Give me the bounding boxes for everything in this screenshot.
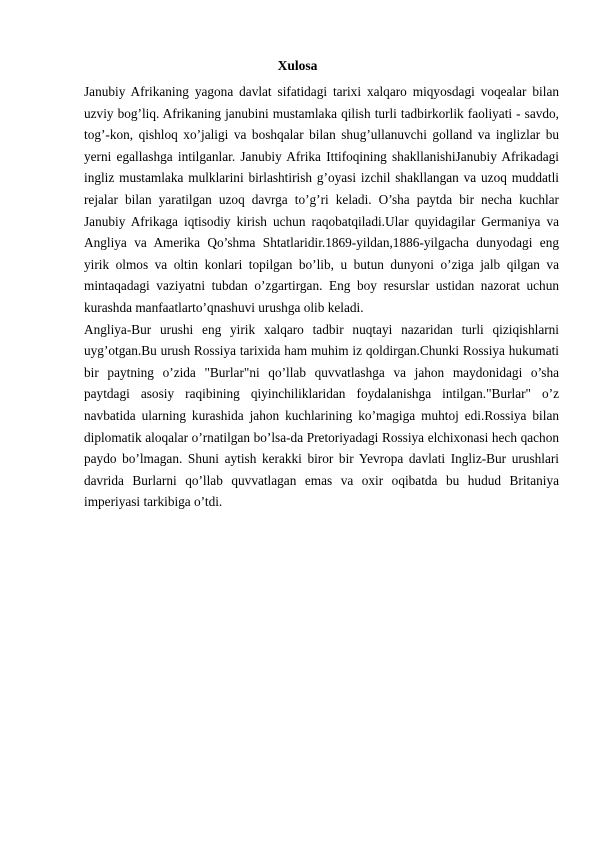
paragraph-1: Janubiy Afrikaning yagona davlat sifatidagi tarixi xalqaro miqyosdagi voqealar bilan uzviy bog’liq. Afrikaning janubini mustamlaka qilish turli tadbirkorlik faoliyati - savdo, tog’-kon, qishloq xo’jaligi va boshqalar bilan shug’ullanuvchi golland va inglizlar bu yerni egallashga intilganlar. Janubiy Afrika Ittifoqining shakllanishiJanubiy Afrikadagi ingliz mustamlaka mulklarini birlashtirish g’oyasi izchil shakllangan va uzoq muddatli rejalar bilan yaratilgan uzoq davrga to’g’ri keladi. O’sha paytda bir necha kuchlar Janubiy Afrikaga iqtisodiy kirish uchun raqobatqiladi.Ular quyidagilar Germaniya va Angliya va Amerika Qo’shma Shtatlaridir.1869-yildan,1886-yilgacha dunyodagi eng yirik olmos va oltin konlari topilgan bo’lib, u butun dunyoni o’ziga jalb qilgan va mintaqadagi vaziyatni tubdan o’zgartirgan. Eng boy resurslar ustidan nazorat uchun kurashda manfaatlarto’qnashuvi urushga olib keladi. — [84, 84, 559, 315]
paragraph-2: Angliya-Bur urushi eng yirik xalqaro tadbir nuqtayi nazaridan turli qiziqishlarni uyg’otgan.Bu urush Rossiya tarixida ham muhim iz qoldirgan.Chunki Rossiya hukumati bir paytning o’zida "Burlar"ni qo’llab quvvatlashga va jahon maydonidagi o’sha paytdagi asosiy raqibining qiyinchiliklaridan foydalanishga intilgan."Burlar" o’z navbatida ularning kurashida jahon kuchlarining ko’magiga muhtoj edi.Rossiya bilan diplomatik aloqalar o’rnatilgan bo’lsa-da Pretoriyadagi Rossiya elchixonasi hech qachon paydo bo’lmagan. Shuni aytish kerakki biror bir Yevropa davlati Ingliz-Bur urushlari davrida Burlarni qo’llab quvvatlagan emas va oxir oqibatda bu hudud Britaniya imperiyasi tarkibiga o’tdi. — [84, 321, 559, 510]
document-body — [84, 81, 559, 513]
page-title: Xulosa — [277, 58, 318, 73]
